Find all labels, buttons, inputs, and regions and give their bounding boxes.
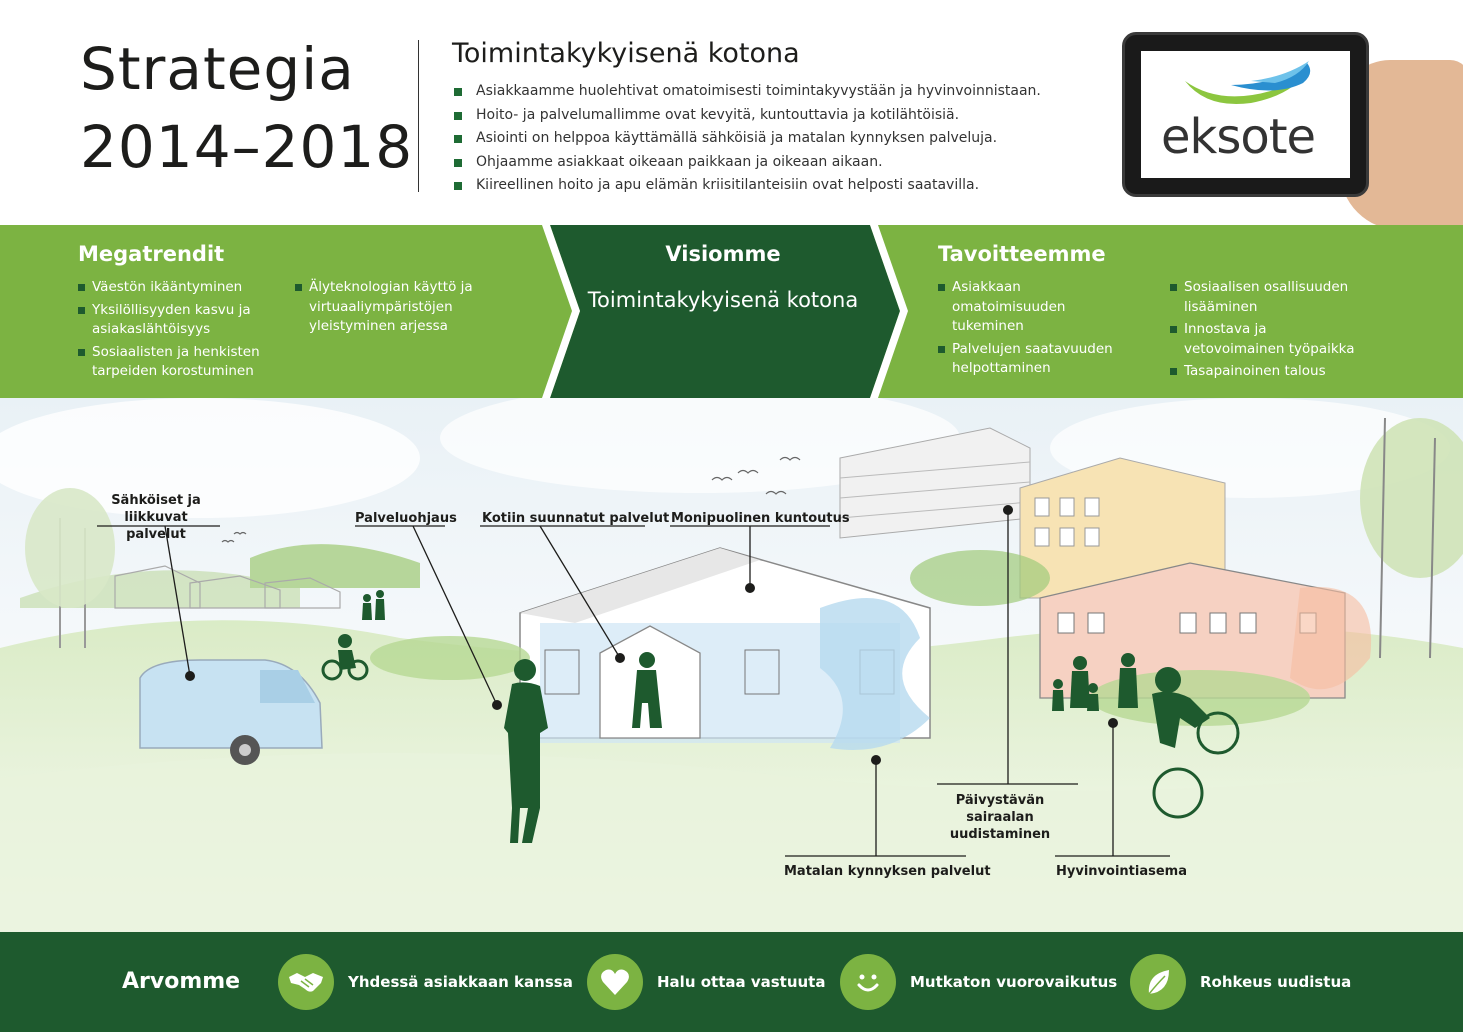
scene-drawing [0, 398, 1463, 932]
header-divider [418, 40, 419, 192]
megatrend-item: Sosiaalisten ja henkisten tarpeiden korostuminen [78, 343, 278, 382]
values-title: Arvomme [122, 969, 241, 994]
vision-title: Visiomme [665, 242, 781, 266]
goals-title: Tavoitteemme [938, 242, 1106, 266]
page-title [80, 30, 413, 186]
slogan-points [452, 80, 1041, 198]
megatrend-item: Älyteknologian käyttö ja virtuaaliympäristöjen yleistyminen arjessa [295, 278, 495, 337]
label-wellbeing-station: Hyvinvointiasema [1056, 864, 1187, 879]
value-item [278, 954, 573, 1010]
goals-list-2 [1170, 278, 1370, 385]
tablet-screen [1141, 51, 1350, 178]
label-rehabilitation: Monipuolinen kuntoutus [671, 511, 850, 526]
megatrends-list-2 [295, 278, 495, 340]
slogan-point: Ohjaamme asiakkaat oikeaan paikkaan ja oikeaan aikaan. [452, 151, 1041, 175]
value-label: Halu ottaa vastuuta [657, 973, 826, 991]
service-illustration [0, 398, 1463, 932]
slogan-point: Asiakkaamme huolehtivat omatoimisesti toimintakyvystään ja hyvinvoinnistaan. [452, 80, 1041, 104]
value-item [1130, 954, 1351, 1010]
megatrends-title: Megatrendit [78, 242, 225, 266]
header [0, 0, 1463, 225]
value-label: Yhdessä asiakkaan kanssa [348, 973, 573, 991]
title-line-2: 2014–2018 [80, 113, 414, 181]
vision-text: Toimintakykyisenä kotona [587, 288, 859, 312]
goal-item: Asiakkaan omatoimisuuden tukeminen [938, 278, 1128, 337]
leaf-icon [1130, 954, 1186, 1010]
label-low-threshold-services: Matalan kynnyksen palvelut [784, 864, 991, 879]
goal-item: Palvelujen saatavuuden helpottaminen [938, 340, 1128, 379]
label-mobile-services: Sähköiset ja liikkuvat palvelut [111, 493, 201, 542]
value-item [840, 954, 1117, 1010]
slogan-point: Asiointi on helppoa käyttämällä sähköisiä ja matalan kynnyksen palveluja. [452, 127, 1041, 151]
label-home-services: Kotiin suunnatut palvelut [482, 511, 670, 526]
megatrend-item: Väestön ikääntyminen [78, 278, 278, 298]
goal-item: Innostava ja vetovoimainen työpaikka [1170, 320, 1370, 359]
slogan-title: Toimintakykyisenä kotona [452, 38, 800, 69]
goals-list-1 [938, 278, 1128, 382]
eksote-logo-swoosh-icon [1181, 59, 1321, 114]
handshake-icon [278, 954, 334, 1010]
smiley-icon [840, 954, 896, 1010]
goal-item: Sosiaalisen osallisuuden lisääminen [1170, 278, 1370, 317]
slogan-point: Hoito- ja palvelumallimme ovat kevyitä, kuntouttavia ja kotilähtöisiä. [452, 104, 1041, 128]
goal-item: Tasapainoinen talous [1170, 362, 1370, 382]
megatrends-list-1 [78, 278, 278, 385]
heart-icon [587, 954, 643, 1010]
value-item [587, 954, 825, 1010]
label-service-guidance: Palveluohjaus [355, 511, 457, 526]
values-footer [0, 932, 1463, 1032]
value-label: Mutkaton vuorovaikutus [910, 973, 1118, 991]
eksote-logo-text: eksote [1161, 109, 1316, 165]
title-line-1: Strategia [80, 35, 355, 103]
value-label: Rohkeus uudistua [1200, 973, 1352, 991]
megatrend-item: Yksilöllisyyden kasvu ja asiakaslähtöisyys [78, 301, 278, 340]
slogan-point: Kiireellinen hoito ja apu elämän kriisitilanteisiin ovat helposti saatavilla. [452, 174, 1041, 198]
strategy-band [0, 225, 1463, 398]
label-hospital-renewal: Päivystävän sairaalan uudistaminen [949, 793, 1051, 842]
tablet-illustration [1122, 32, 1369, 197]
